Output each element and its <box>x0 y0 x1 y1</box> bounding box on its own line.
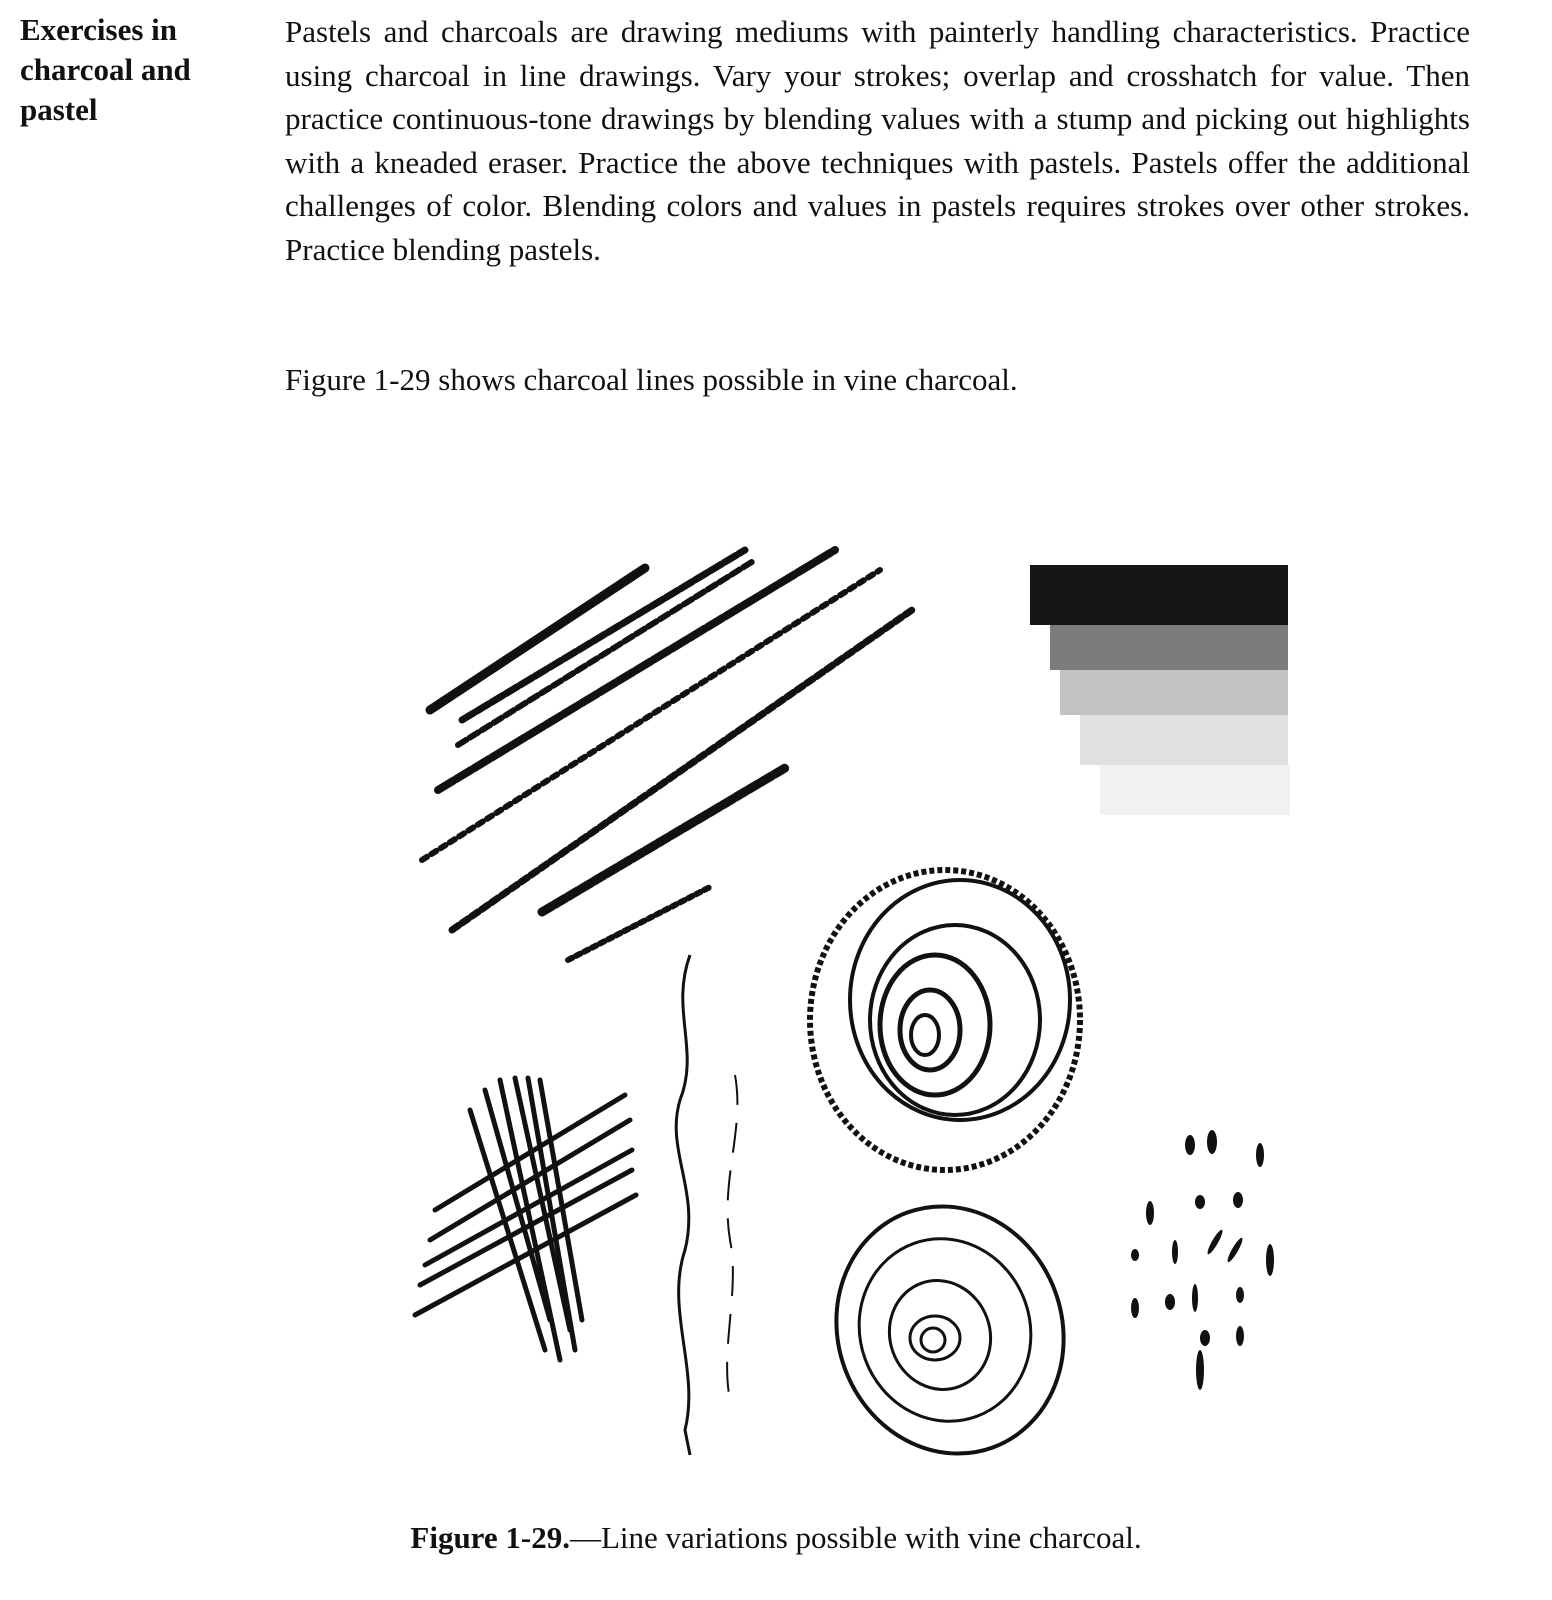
diagonal-stroke <box>568 886 712 960</box>
diagonal-stroke <box>458 560 755 745</box>
charcoal-line-figure <box>400 530 1320 1470</box>
dot-marks <box>1131 1130 1274 1390</box>
tone-gradient-block <box>1030 565 1290 815</box>
wavy-vertical-line <box>727 1075 737 1400</box>
figure-reference-text: Figure 1-29 shows charcoal lines possible in vine charcoal. <box>285 362 1018 397</box>
figure-caption <box>0 1518 1552 1558</box>
crosshatch <box>415 1078 636 1360</box>
figure-caption-label: Figure 1-29. <box>410 1520 570 1555</box>
diagonal-stroke <box>422 570 880 860</box>
figure-caption-text: —Line variations possible with vine charcoal. <box>569 1520 1142 1555</box>
diagonal-strokes <box>422 550 912 960</box>
concentric-ellipses <box>802 1174 1098 1470</box>
scribble-circles <box>810 870 1080 1170</box>
side-heading: Exercises in charcoal and pastel <box>20 12 191 127</box>
wavy-vertical-line <box>676 955 690 1455</box>
diagonal-stroke <box>452 610 912 930</box>
body-paragraph: Pastels and charcoals are drawing mediums with painterly handling characteristics. Practice using charcoal in line drawings. Vary your strokes; overlap and crosshatch for value. Then practice continuous-tone drawings by blending values with a stump and picking out highlights with a kneaded eraser. Practice the above techniques with pastels. Pastels offer the additional challenges of color. Blending colors and values in pastels requires strokes over other strokes. Practice blending pastels. <box>285 14 1470 267</box>
